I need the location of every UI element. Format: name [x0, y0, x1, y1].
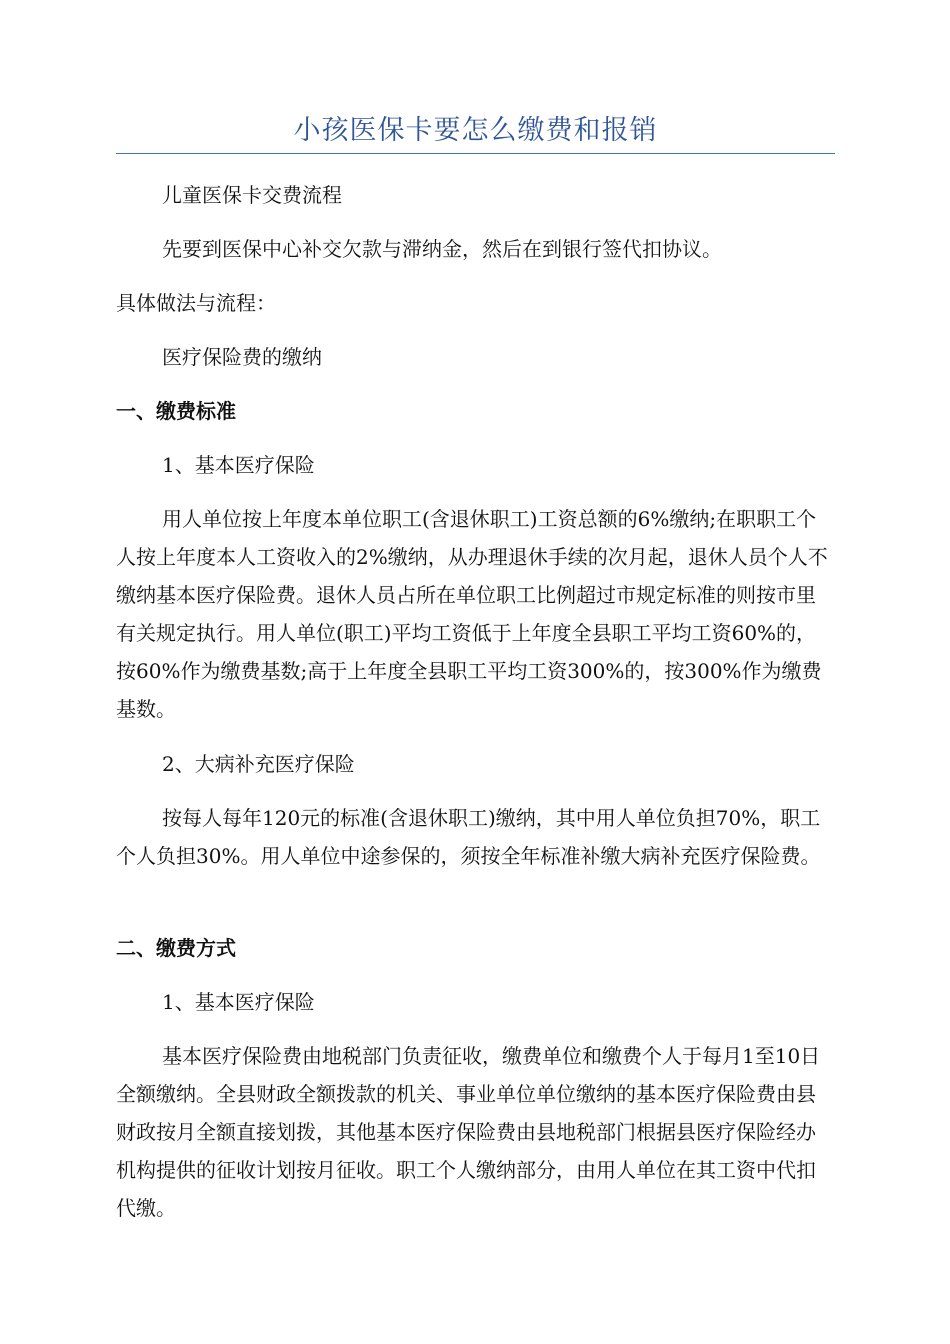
paragraph-section-label: 医疗保险费的缴纳	[162, 345, 322, 369]
subheading-basic-insurance: 1、基本医疗保险	[162, 453, 315, 477]
subheading-basic-insurance-method: 1、基本医疗保险	[162, 990, 315, 1014]
heading-payment-method: 二、缴费方式	[116, 936, 236, 960]
paragraph-intro-heading: 儿童医保卡交费流程	[162, 183, 342, 207]
subheading-serious-illness: 2、大病补充医疗保险	[162, 752, 355, 776]
title-underline	[116, 153, 835, 154]
paragraph-serious-illness-standard: 按每人每年120元的标准(含退休职工)缴纳，其中用人单位负担70%，职工个人负担30%。用人单位中途参保的，须按全年标准补缴大病补充医疗保险费。	[116, 806, 821, 868]
paragraph-method-label: 具体做法与流程：	[116, 291, 276, 315]
heading-payment-standard: 一、缴费标准	[116, 399, 236, 423]
paragraph-basic-insurance-standard: 用人单位按上年度本单位职工(含退休职工)工资总额的6%缴纳;在职职工个人按上年度本人工资收入的2%缴纳，从办理退休手续的次月起，退休人员个人不缴纳基本医疗保险费。退休人员占所在单位职工比例超过市规定标准的则按市里有关规定执行。用人单位(职工)平均工资低于上年度全县职工平均工资60%的，按60%作为缴费基数;高于上年度全县职工平均工资300%的，按300%作为缴费基数。	[116, 507, 828, 721]
paragraph-basic-insurance-method: 基本医疗保险费由地税部门负责征收，缴费单位和缴费个人于每月1至10日全额缴纳。全县财政全额拨款的机关、事业单位单位缴纳的基本医疗保险费由县财政按月全额直接划拨，其他基本医疗保险费由县地税部门根据县医疗保险经办机构提供的征收计划按月征收。职工个人缴纳部分，由用人单位在其工资中代扣代缴。	[116, 1044, 821, 1220]
document-title: 小孩医保卡要怎么缴费和报销	[293, 115, 658, 146]
paragraph-intro-text: 先要到医保中心补交欠款与滞纳金，然后在到银行签代扣协议。	[162, 237, 722, 261]
